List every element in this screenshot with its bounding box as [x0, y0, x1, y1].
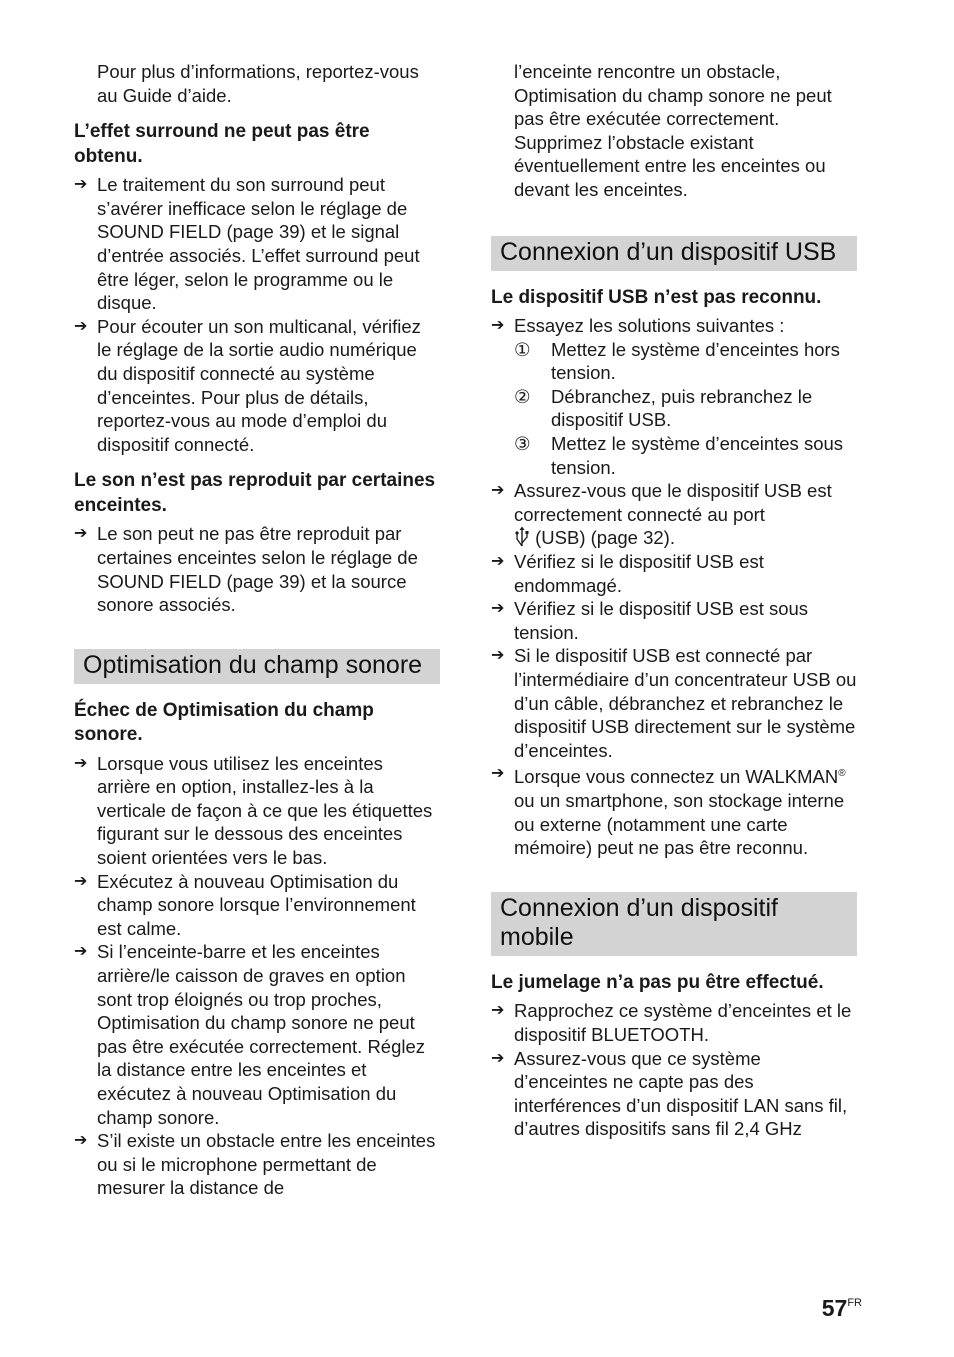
arrow-icon: ➔: [491, 482, 505, 500]
intro-text: Pour plus d’informations, reportez-vous au Guide d’aide.: [97, 61, 419, 106]
arrow-icon: ➔: [491, 765, 505, 783]
arrow-icon: ➔: [74, 1132, 88, 1150]
arrow-icon: ➔: [491, 553, 505, 570]
step-item: ② Débranchez, puis rebranchez le dispositif USB.: [514, 385, 813, 431]
heading-usb-not-recognized: Le dispositif USB n’est pas reconnu.: [491, 286, 822, 308]
page-lang: FR: [847, 1297, 862, 1309]
arrow-icon: ➔: [491, 1002, 505, 1020]
step-number: ③: [514, 433, 531, 455]
list-item: ➔ Si l’enceinte-barre et les enceintes arrière/le caisson de graves en option sont trop éloignés ou trop proches, Optimisation du champ sonore ne peut pas être exécutée correctement. Réglez la distance entre les enceintes et exécutez à nouveau Optimisation du champ sonore.: [74, 941, 426, 1128]
arrow-icon: ➔: [74, 176, 88, 194]
list-item: ➔ Assurez-vous que ce système d’enceintes ne capte pas des interférences d’un dispositif LAN sans fil, d’autres dispositifs sans fil 2,4 GHz: [491, 1047, 848, 1140]
list-item: ➔ Assurez-vous que le dispositif USB est correctement connecté au port (USB) (page 32).: [491, 480, 832, 549]
heading-surround: L’effet surround ne peut pas être obtenu.: [74, 121, 370, 167]
surround-list: [74, 173, 440, 456]
section-title-mobile: Connexion d’un dispositif mobile: [491, 892, 857, 956]
optimisation-list: [74, 752, 440, 1200]
list-item: ➔ Si le dispositif USB est connecté par l’intermédiaire d’un concentrateur USB ou d’un câble, débranchez et rebranchez le dispositif USB directement sur le système d’enceintes.: [491, 645, 857, 761]
usb-symbol-icon: [514, 526, 530, 548]
list-item: ➔ Rapprochez ce système d’enceintes et le dispositif BLUETOOTH.: [491, 1000, 852, 1045]
usb-list: [491, 314, 857, 860]
arrow-icon: ➔: [491, 1049, 505, 1067]
sound-missing-list: [74, 522, 440, 616]
arrow-icon: ➔: [74, 754, 88, 772]
list-item: ➔ Vérifiez si le dispositif USB est sous tension.: [491, 598, 809, 643]
arrow-icon: ➔: [74, 317, 88, 335]
left-column: [74, 60, 440, 1200]
list-item: ➔ Lorsque vous connectez un WALKMAN® ou un smartphone, son stockage interne ou externe (notamment une carte mémoire) peut ne pas être reconnu.: [491, 762, 857, 860]
section-title-optimisation: Optimisation du champ sonore: [74, 649, 440, 684]
steps-container: [491, 338, 857, 480]
list-item: ➔ Exécutez à nouveau Optimisation du champ sonore lorsque l’environnement est calme.: [74, 870, 416, 939]
list-item: ➔ Le son peut ne pas être reproduit par certaines enceintes selon le réglage de SOUND FIELD (page 39) et la source sonore associés.: [74, 523, 418, 616]
arrow-icon: ➔: [74, 872, 88, 890]
heading-pairing-failed: Le jumelage n’a pas pu être effectué.: [491, 971, 824, 993]
list-item: ➔ S’il existe un obstacle entre les enceintes ou si le microphone permettant de mesurer la distance de: [74, 1130, 436, 1199]
pairing-list: [491, 999, 857, 1141]
list-item: ➔ Pour écouter un son multicanal, vérifiez le réglage de la sortie audio numérique du dispositif connecté au système d’enceintes. Pour plus de détails, reportez-vous au mode d’emploi du dispositif connecté.: [74, 315, 421, 455]
arrow-icon: ➔: [491, 647, 505, 665]
step-number: ②: [514, 385, 531, 407]
list-item: ➔ Essayez les solutions suivantes :: [491, 315, 785, 337]
list-item: ➔ Vérifiez si le dispositif USB est endommagé.: [491, 551, 764, 596]
arrow-icon: ➔: [74, 943, 88, 961]
arrow-icon: ➔: [491, 317, 505, 335]
continuation-text: l’enceinte rencontre un obstacle, Optimisation du champ sonore ne peut pas être exécutée correctement. Supprimez l’obstacle existant éventuellement entre les enceintes ou devant les enceintes.: [514, 61, 832, 200]
step-number: ①: [514, 338, 531, 360]
step-item: ① Mettez le système d’enceintes hors tension.: [514, 338, 840, 384]
right-column: [491, 60, 857, 1141]
heading-optimisation-fail: Échec de Optimisation du champ sonore.: [74, 699, 374, 746]
list-item: ➔ Lorsque vous utilisez les enceintes arrière en option, installez-les à la verticale de façon à ce que les étiquettes figurant sur le dessous des enceintes soient orientées vers le bas.: [74, 752, 433, 869]
page-number: $57^{FR}$: [821, 1295, 862, 1321]
steps-list: [491, 338, 857, 480]
heading-sound-missing: Le son n’est pas reproduit par certaines enceintes.: [74, 470, 436, 516]
step-item: ③ Mettez le système d’enceintes sous tension.: [514, 433, 844, 478]
arrow-icon: ➔: [491, 600, 505, 618]
arrow-icon: ➔: [74, 525, 88, 543]
list-item: ➔ Le traitement du son surround peut s’avérer inefficace selon le réglage de SOUND FIELD (page 39) et le signal d’entrée associés. L’effet surround peut être léger, selon le programme ou le disque.: [74, 174, 420, 314]
section-title-usb: Connexion d’un dispositif USB: [491, 236, 857, 271]
